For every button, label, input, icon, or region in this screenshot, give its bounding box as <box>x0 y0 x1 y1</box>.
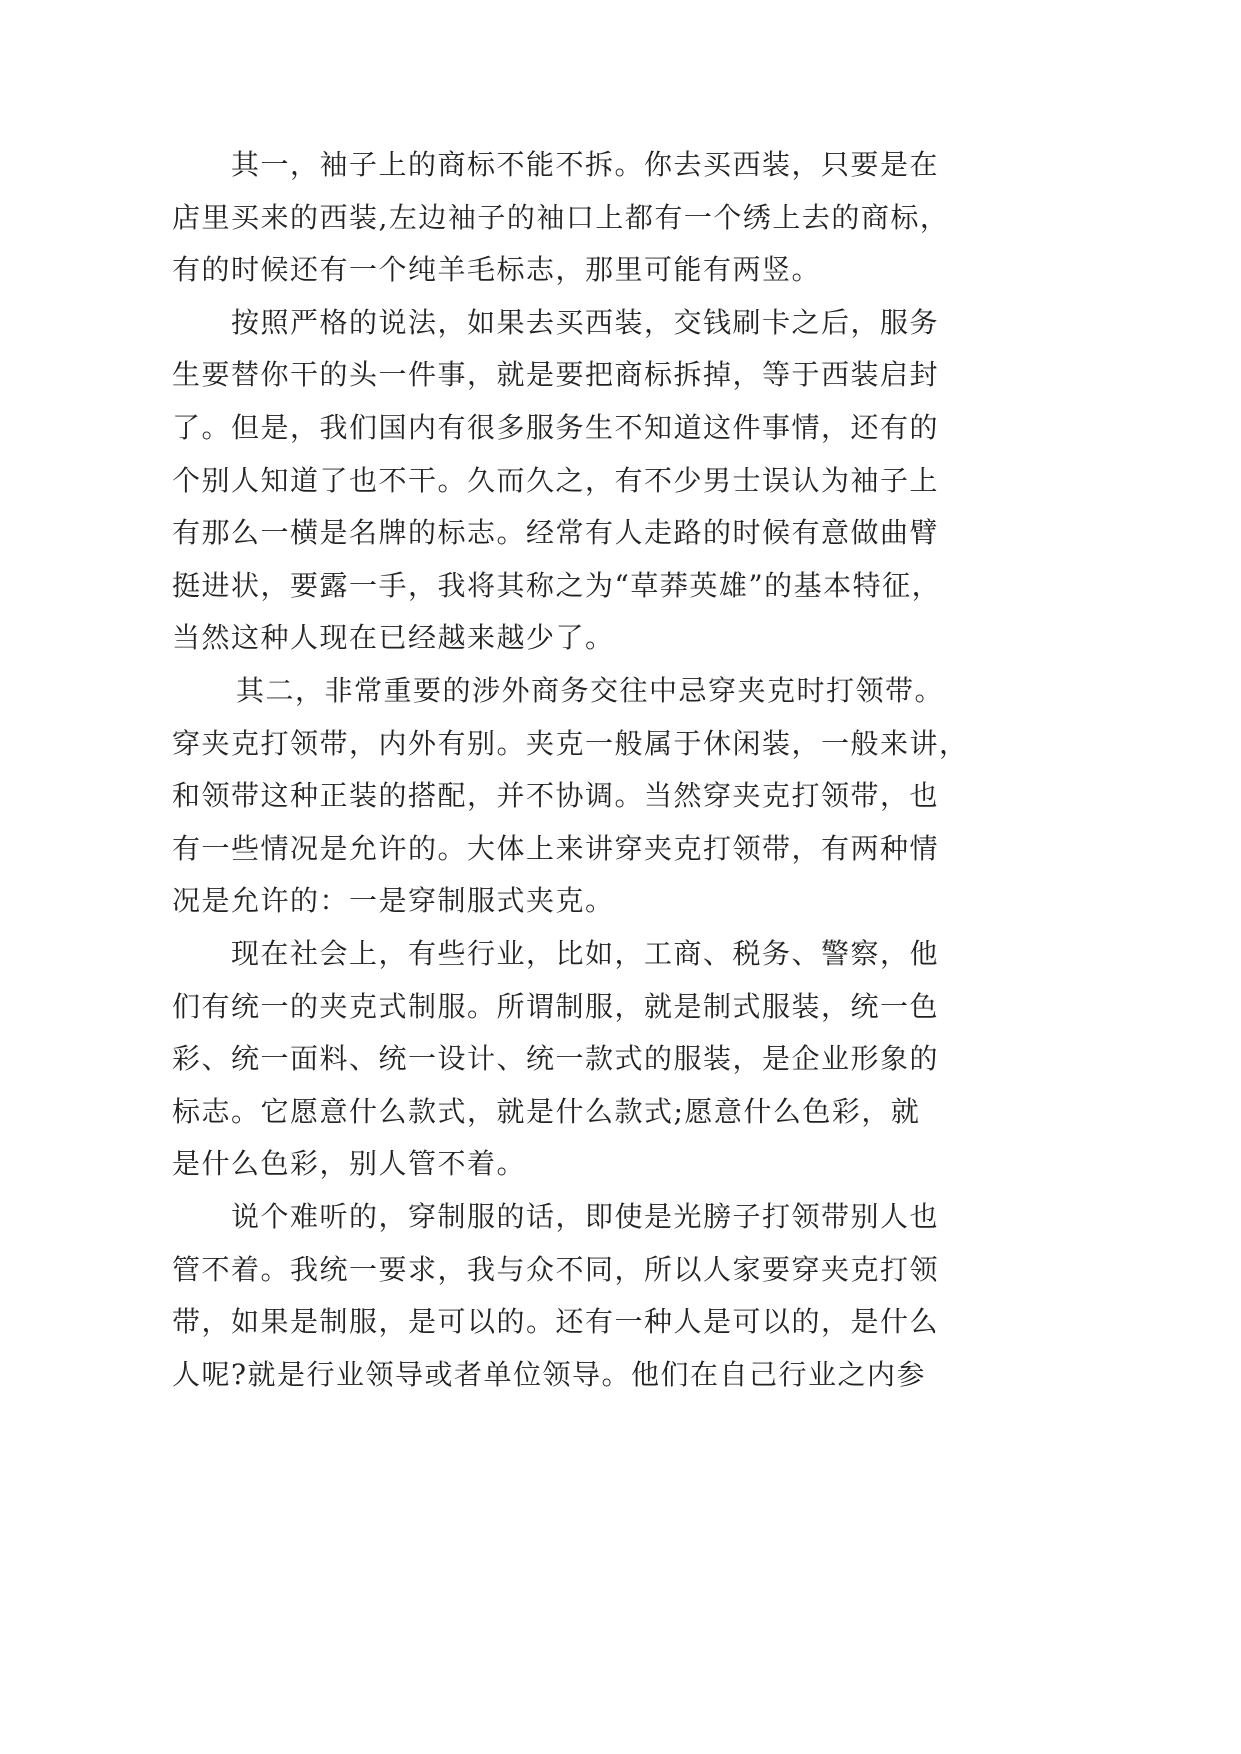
text-line: 管不着。我统一要求，我与众不同，所以人家要穿夹克打领 <box>172 1253 940 1286</box>
text-line: 人呢?就是行业领导或者单位领导。他们在自己行业之内参 <box>172 1358 927 1391</box>
text-line: 其二，非常重要的涉外商务交往中忌穿夹克时打领带。 <box>236 674 945 707</box>
text-line: 和领带这种正装的搭配，并不协调。当然穿夹克打领带，也 <box>172 779 940 812</box>
text-line: 生要替你干的头一件事，就是要把商标拆掉，等于西装启封 <box>172 358 940 391</box>
text-line: 个别人知道了也不干。久而久之，有不少男士误认为袖子上 <box>172 464 940 497</box>
text-line: 们有统一的夹克式制服。所谓制服，就是制式服装，统一色 <box>172 990 940 1023</box>
text-line: 了。但是，我们国内有很多服务生不知道这件事情，还有的 <box>172 411 940 444</box>
text-line: 有的时候还有一个纯羊毛标志，那里可能有两竖。 <box>172 253 822 286</box>
text-line: 其一，袖子上的商标不能不拆。你去买西装，只要是在 <box>231 148 940 181</box>
text-line: 带，如果是制服，是可以的。还有一种人是可以的，是什么 <box>172 1305 940 1338</box>
text-line: 穿夹克打领带，内外有别。夹克一般属于休闲装，一般来讲， <box>172 727 969 760</box>
text-line: 说个难听的，穿制服的话，即使是光膀子打领带别人也 <box>231 1200 940 1233</box>
text-line: 是什么色彩，别人管不着。 <box>172 1147 527 1180</box>
text-line: 当然这种人现在已经越来越少了。 <box>172 621 615 654</box>
text-line: 店里买来的西装,左边袖子的袖口上都有一个绣上去的商标， <box>172 201 950 234</box>
text-line: 挺进状，要露一手，我将其称之为“草莽英雄”的基本特征， <box>172 569 942 602</box>
text-line: 彩、统一面料、统一设计、统一款式的服装，是企业形象的 <box>172 1042 940 1075</box>
text-line: 按照严格的说法，如果去买西装，交钱刷卡之后，服务 <box>231 306 940 339</box>
text-line: 况是允许的：一是穿制服式夹克。 <box>172 884 615 917</box>
text-line: 有一些情况是允许的。大体上来讲穿夹克打领带，有两种情 <box>172 832 940 865</box>
text-line: 标志。它愿意什么款式，就是什么款式;愿意什么色彩，就 <box>172 1095 921 1128</box>
text-line: 现在社会上，有些行业，比如，工商、税务、警察，他 <box>231 937 940 970</box>
text-line: 有那么一横是名牌的标志。经常有人走路的时候有意做曲臂 <box>172 516 940 549</box>
